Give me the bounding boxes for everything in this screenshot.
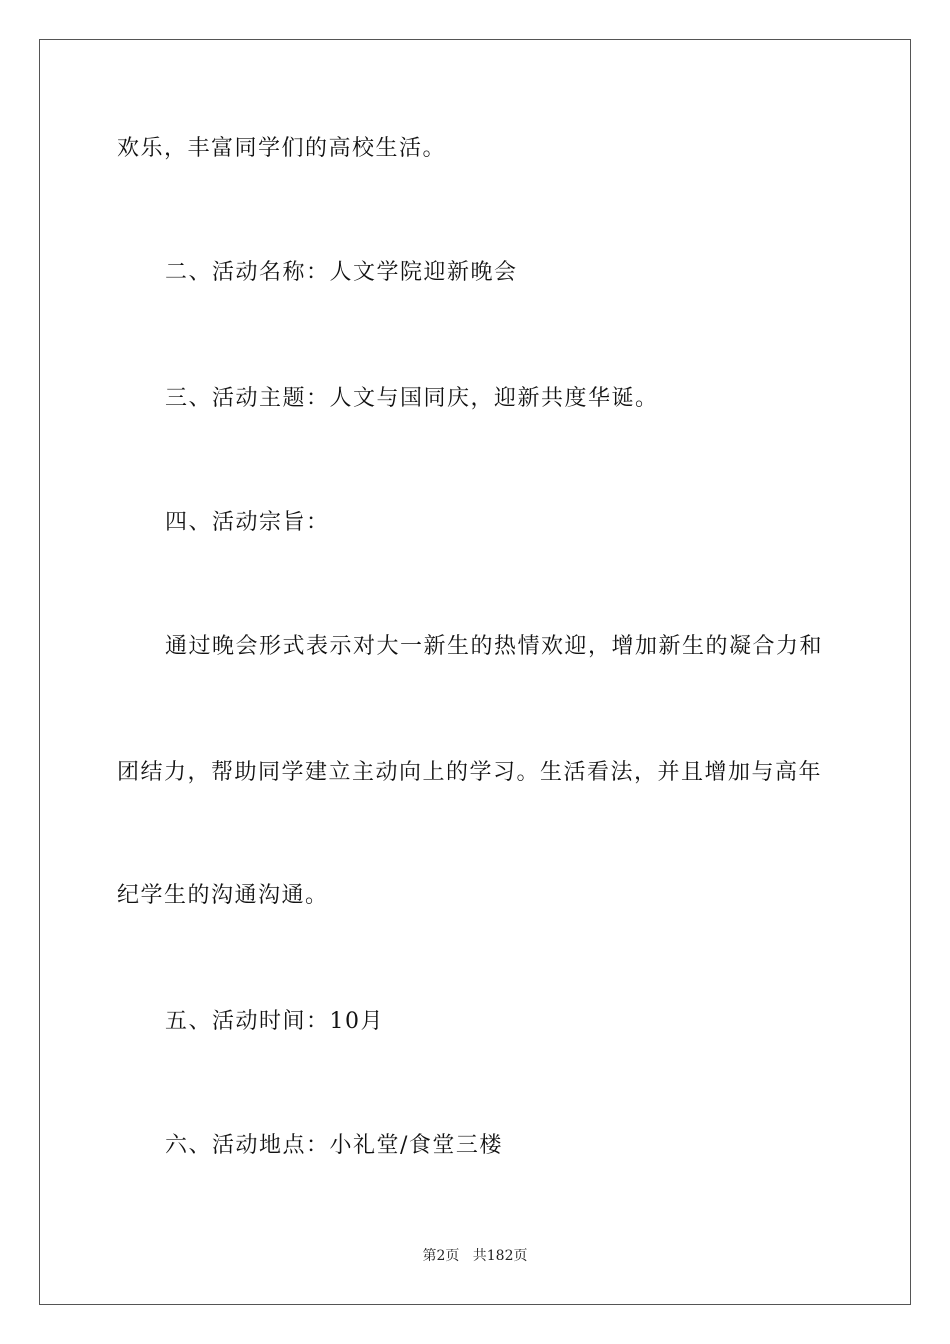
paragraph-line: 欢乐，丰富同学们的高校生活。 — [117, 136, 447, 161]
page-border — [39, 39, 911, 1305]
section-heading-time: 五、活动时间：10月 — [165, 1009, 384, 1034]
paragraph-line: 通过晚会形式表示对大一新生的热情欢迎，增加新生的凝合力和 — [165, 634, 824, 659]
section-heading-name: 二、活动名称：人文学院迎新晚会 — [165, 260, 518, 285]
section-heading-purpose: 四、活动宗旨： — [165, 510, 330, 535]
paragraph-line: 团结力，帮助同学建立主动向上的学习。生活看法，并且增加与高年 — [117, 760, 823, 785]
section-heading-theme: 三、活动主题：人文与国同庆，迎新共度华诞。 — [165, 386, 659, 411]
paragraph-line: 纪学生的沟通沟通。 — [117, 883, 329, 908]
section-heading-location: 六、活动地点：小礼堂/食堂三楼 — [165, 1133, 503, 1158]
page-number-footer: 第2页 共182页 — [422, 1248, 528, 1264]
